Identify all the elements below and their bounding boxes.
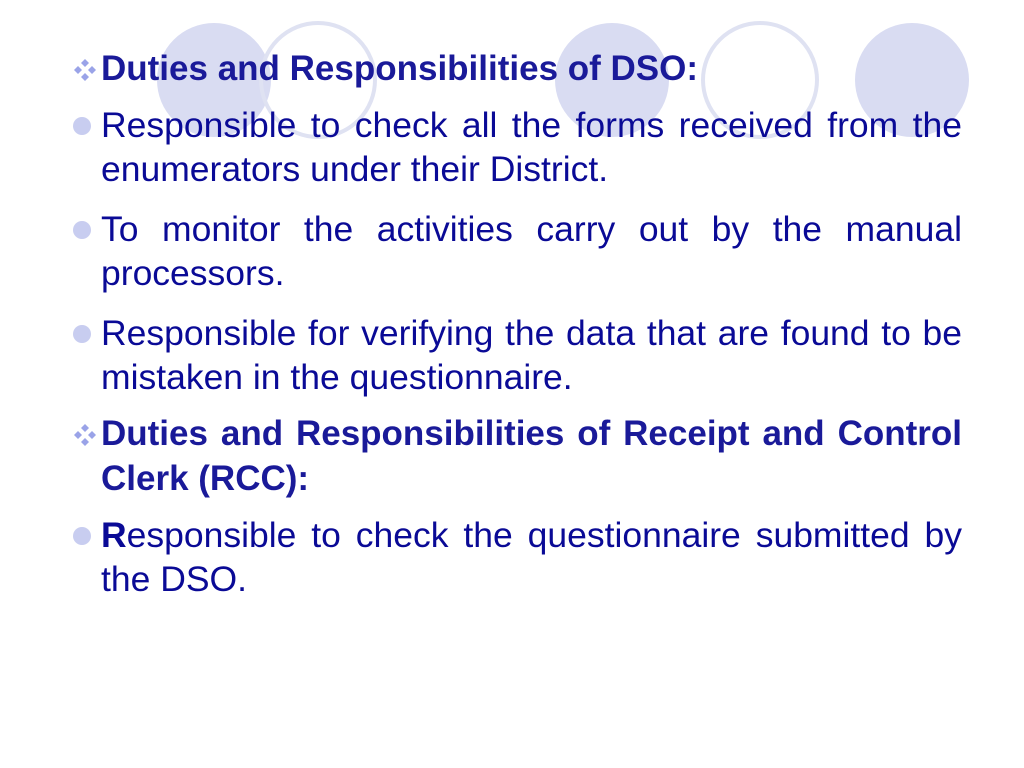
section-heading-text: Duties and Responsibilities of DSO: (101, 49, 699, 88)
section-heading-text: Duties and Responsibilities of Receipt and Control Clerk (RCC): (101, 414, 962, 498)
round-bullet-icon (72, 220, 92, 240)
list-item-text: Responsible to check all the forms received from the enumerators under their District. (101, 105, 962, 189)
list-item-text: Responsible for verifying the data that are found to be mistaken in the questionnaire. (101, 313, 962, 397)
round-bullet-icon (72, 116, 92, 136)
list-item-initial: R (101, 515, 127, 555)
list-item (72, 207, 962, 295)
round-bullet-icon (72, 324, 92, 344)
list-item-text: To monitor the activities carry out by the manual processors. (101, 209, 962, 293)
section-heading-rcc (72, 411, 962, 501)
diamond-cluster-icon (72, 422, 98, 448)
slide-body (72, 46, 962, 601)
list-item (72, 311, 962, 399)
diamond-cluster-icon (72, 57, 98, 83)
section-heading-dso (72, 46, 962, 91)
list-item (72, 513, 962, 601)
list-item (72, 103, 962, 191)
round-bullet-icon (72, 526, 92, 546)
list-item-text: esponsible to check the questionnaire submitted by the DSO. (101, 515, 962, 599)
